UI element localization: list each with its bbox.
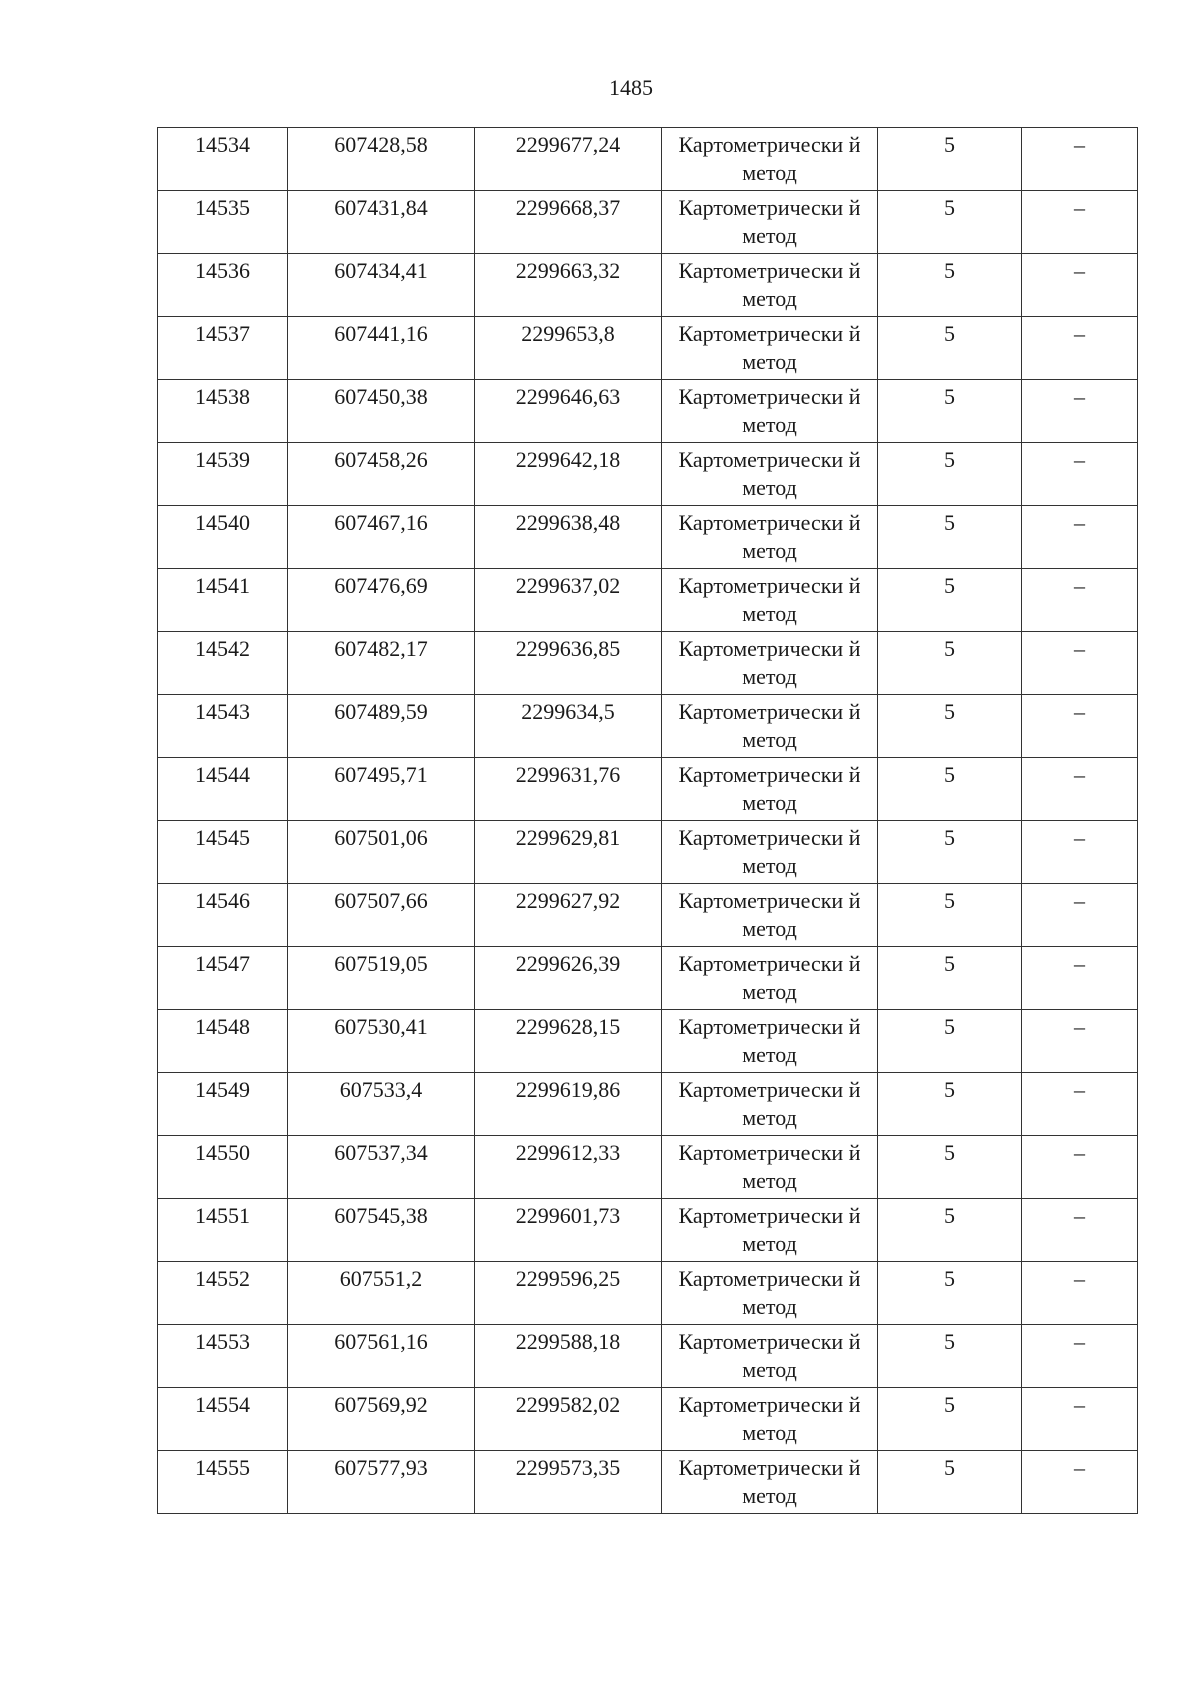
accuracy-cell: 5 <box>878 1010 1022 1073</box>
accuracy-cell: 5 <box>878 317 1022 380</box>
x-coordinate-cell: 607467,16 <box>288 506 475 569</box>
table-row <box>158 1262 1138 1325</box>
x-coordinate-cell: 607551,2 <box>288 1262 475 1325</box>
table-row <box>158 569 1138 632</box>
method-cell: Картометрически й метод <box>662 884 878 947</box>
table-row <box>158 191 1138 254</box>
table-row <box>158 1388 1138 1451</box>
y-coordinate-cell: 2299642,18 <box>475 443 662 506</box>
accuracy-cell: 5 <box>878 1199 1022 1262</box>
coordinates-table-body <box>158 128 1138 1514</box>
note-cell: – <box>1022 380 1138 443</box>
method-cell: Картометрически й метод <box>662 1388 878 1451</box>
x-coordinate-cell: 607476,69 <box>288 569 475 632</box>
x-coordinate-cell: 607545,38 <box>288 1199 475 1262</box>
note-cell: – <box>1022 506 1138 569</box>
note-cell: – <box>1022 1451 1138 1514</box>
method-cell: Картометрически й метод <box>662 1010 878 1073</box>
x-coordinate-cell: 607428,58 <box>288 128 475 191</box>
accuracy-cell: 5 <box>878 884 1022 947</box>
y-coordinate-cell: 2299626,39 <box>475 947 662 1010</box>
method-cell: Картометрически й метод <box>662 1136 878 1199</box>
note-cell: – <box>1022 443 1138 506</box>
accuracy-cell: 5 <box>878 947 1022 1010</box>
note-cell: – <box>1022 1325 1138 1388</box>
note-cell: – <box>1022 695 1138 758</box>
y-coordinate-cell: 2299636,85 <box>475 632 662 695</box>
method-cell: Картометрически й метод <box>662 128 878 191</box>
accuracy-cell: 5 <box>878 632 1022 695</box>
y-coordinate-cell: 2299601,73 <box>475 1199 662 1262</box>
x-coordinate-cell: 607569,92 <box>288 1388 475 1451</box>
y-coordinate-cell: 2299582,02 <box>475 1388 662 1451</box>
point-number-cell: 14553 <box>158 1325 288 1388</box>
x-coordinate-cell: 607441,16 <box>288 317 475 380</box>
accuracy-cell: 5 <box>878 254 1022 317</box>
method-cell: Картометрически й метод <box>662 821 878 884</box>
point-number-cell: 14535 <box>158 191 288 254</box>
note-cell: – <box>1022 191 1138 254</box>
point-number-cell: 14555 <box>158 1451 288 1514</box>
accuracy-cell: 5 <box>878 821 1022 884</box>
accuracy-cell: 5 <box>878 569 1022 632</box>
note-cell: – <box>1022 947 1138 1010</box>
table-row <box>158 317 1138 380</box>
x-coordinate-cell: 607561,16 <box>288 1325 475 1388</box>
note-cell: – <box>1022 632 1138 695</box>
point-number-cell: 14545 <box>158 821 288 884</box>
x-coordinate-cell: 607507,66 <box>288 884 475 947</box>
accuracy-cell: 5 <box>878 758 1022 821</box>
x-coordinate-cell: 607489,59 <box>288 695 475 758</box>
y-coordinate-cell: 2299638,48 <box>475 506 662 569</box>
y-coordinate-cell: 2299619,86 <box>475 1073 662 1136</box>
accuracy-cell: 5 <box>878 1073 1022 1136</box>
table-row <box>158 1010 1138 1073</box>
method-cell: Картометрически й метод <box>662 317 878 380</box>
x-coordinate-cell: 607431,84 <box>288 191 475 254</box>
table-row <box>158 821 1138 884</box>
table-row <box>158 758 1138 821</box>
y-coordinate-cell: 2299653,8 <box>475 317 662 380</box>
x-coordinate-cell: 607501,06 <box>288 821 475 884</box>
note-cell: – <box>1022 1136 1138 1199</box>
accuracy-cell: 5 <box>878 128 1022 191</box>
point-number-cell: 14534 <box>158 128 288 191</box>
table-row <box>158 1451 1138 1514</box>
method-cell: Картометрически й метод <box>662 254 878 317</box>
note-cell: – <box>1022 821 1138 884</box>
x-coordinate-cell: 607533,4 <box>288 1073 475 1136</box>
y-coordinate-cell: 2299677,24 <box>475 128 662 191</box>
y-coordinate-cell: 2299588,18 <box>475 1325 662 1388</box>
accuracy-cell: 5 <box>878 695 1022 758</box>
point-number-cell: 14536 <box>158 254 288 317</box>
note-cell: – <box>1022 1073 1138 1136</box>
table-row <box>158 632 1138 695</box>
point-number-cell: 14543 <box>158 695 288 758</box>
y-coordinate-cell: 2299596,25 <box>475 1262 662 1325</box>
point-number-cell: 14549 <box>158 1073 288 1136</box>
accuracy-cell: 5 <box>878 443 1022 506</box>
point-number-cell: 14551 <box>158 1199 288 1262</box>
y-coordinate-cell: 2299637,02 <box>475 569 662 632</box>
accuracy-cell: 5 <box>878 1388 1022 1451</box>
method-cell: Картометрически й метод <box>662 695 878 758</box>
x-coordinate-cell: 607450,38 <box>288 380 475 443</box>
table-row <box>158 1073 1138 1136</box>
accuracy-cell: 5 <box>878 1451 1022 1514</box>
note-cell: – <box>1022 1388 1138 1451</box>
accuracy-cell: 5 <box>878 1262 1022 1325</box>
coordinates-table <box>157 127 1138 1514</box>
page-number: 1485 <box>609 75 653 100</box>
table-row <box>158 380 1138 443</box>
table-row <box>158 947 1138 1010</box>
note-cell: – <box>1022 254 1138 317</box>
accuracy-cell: 5 <box>878 191 1022 254</box>
x-coordinate-cell: 607519,05 <box>288 947 475 1010</box>
accuracy-cell: 5 <box>878 1325 1022 1388</box>
x-coordinate-cell: 607482,17 <box>288 632 475 695</box>
y-coordinate-cell: 2299629,81 <box>475 821 662 884</box>
accuracy-cell: 5 <box>878 380 1022 443</box>
method-cell: Картометрически й метод <box>662 1262 878 1325</box>
table-row <box>158 128 1138 191</box>
note-cell: – <box>1022 1262 1138 1325</box>
note-cell: – <box>1022 1199 1138 1262</box>
method-cell: Картометрически й метод <box>662 632 878 695</box>
note-cell: – <box>1022 884 1138 947</box>
table-row <box>158 1325 1138 1388</box>
table-row <box>158 443 1138 506</box>
method-cell: Картометрически й метод <box>662 1073 878 1136</box>
table-row <box>158 1199 1138 1262</box>
point-number-cell: 14554 <box>158 1388 288 1451</box>
note-cell: – <box>1022 317 1138 380</box>
method-cell: Картометрически й метод <box>662 1451 878 1514</box>
method-cell: Картометрически й метод <box>662 1199 878 1262</box>
y-coordinate-cell: 2299612,33 <box>475 1136 662 1199</box>
x-coordinate-cell: 607495,71 <box>288 758 475 821</box>
table-row <box>158 695 1138 758</box>
method-cell: Картометрически й метод <box>662 1325 878 1388</box>
note-cell: – <box>1022 128 1138 191</box>
method-cell: Картометрически й метод <box>662 569 878 632</box>
y-coordinate-cell: 2299573,35 <box>475 1451 662 1514</box>
y-coordinate-cell: 2299634,5 <box>475 695 662 758</box>
x-coordinate-cell: 607530,41 <box>288 1010 475 1073</box>
point-number-cell: 14552 <box>158 1262 288 1325</box>
y-coordinate-cell: 2299663,32 <box>475 254 662 317</box>
table-row <box>158 884 1138 947</box>
x-coordinate-cell: 607458,26 <box>288 443 475 506</box>
point-number-cell: 14537 <box>158 317 288 380</box>
method-cell: Картометрически й метод <box>662 506 878 569</box>
table-row <box>158 1136 1138 1199</box>
note-cell: – <box>1022 569 1138 632</box>
point-number-cell: 14541 <box>158 569 288 632</box>
method-cell: Картометрически й метод <box>662 443 878 506</box>
y-coordinate-cell: 2299628,15 <box>475 1010 662 1073</box>
method-cell: Картометрически й метод <box>662 380 878 443</box>
y-coordinate-cell: 2299646,63 <box>475 380 662 443</box>
point-number-cell: 14538 <box>158 380 288 443</box>
y-coordinate-cell: 2299631,76 <box>475 758 662 821</box>
point-number-cell: 14546 <box>158 884 288 947</box>
accuracy-cell: 5 <box>878 506 1022 569</box>
x-coordinate-cell: 607577,93 <box>288 1451 475 1514</box>
method-cell: Картометрически й метод <box>662 947 878 1010</box>
method-cell: Картометрически й метод <box>662 191 878 254</box>
point-number-cell: 14544 <box>158 758 288 821</box>
y-coordinate-cell: 2299668,37 <box>475 191 662 254</box>
x-coordinate-cell: 607434,41 <box>288 254 475 317</box>
note-cell: – <box>1022 1010 1138 1073</box>
table-row <box>158 506 1138 569</box>
y-coordinate-cell: 2299627,92 <box>475 884 662 947</box>
point-number-cell: 14550 <box>158 1136 288 1199</box>
note-cell: – <box>1022 758 1138 821</box>
accuracy-cell: 5 <box>878 1136 1022 1199</box>
point-number-cell: 14548 <box>158 1010 288 1073</box>
x-coordinate-cell: 607537,34 <box>288 1136 475 1199</box>
point-number-cell: 14539 <box>158 443 288 506</box>
table-row <box>158 254 1138 317</box>
point-number-cell: 14547 <box>158 947 288 1010</box>
method-cell: Картометрически й метод <box>662 758 878 821</box>
point-number-cell: 14542 <box>158 632 288 695</box>
point-number-cell: 14540 <box>158 506 288 569</box>
